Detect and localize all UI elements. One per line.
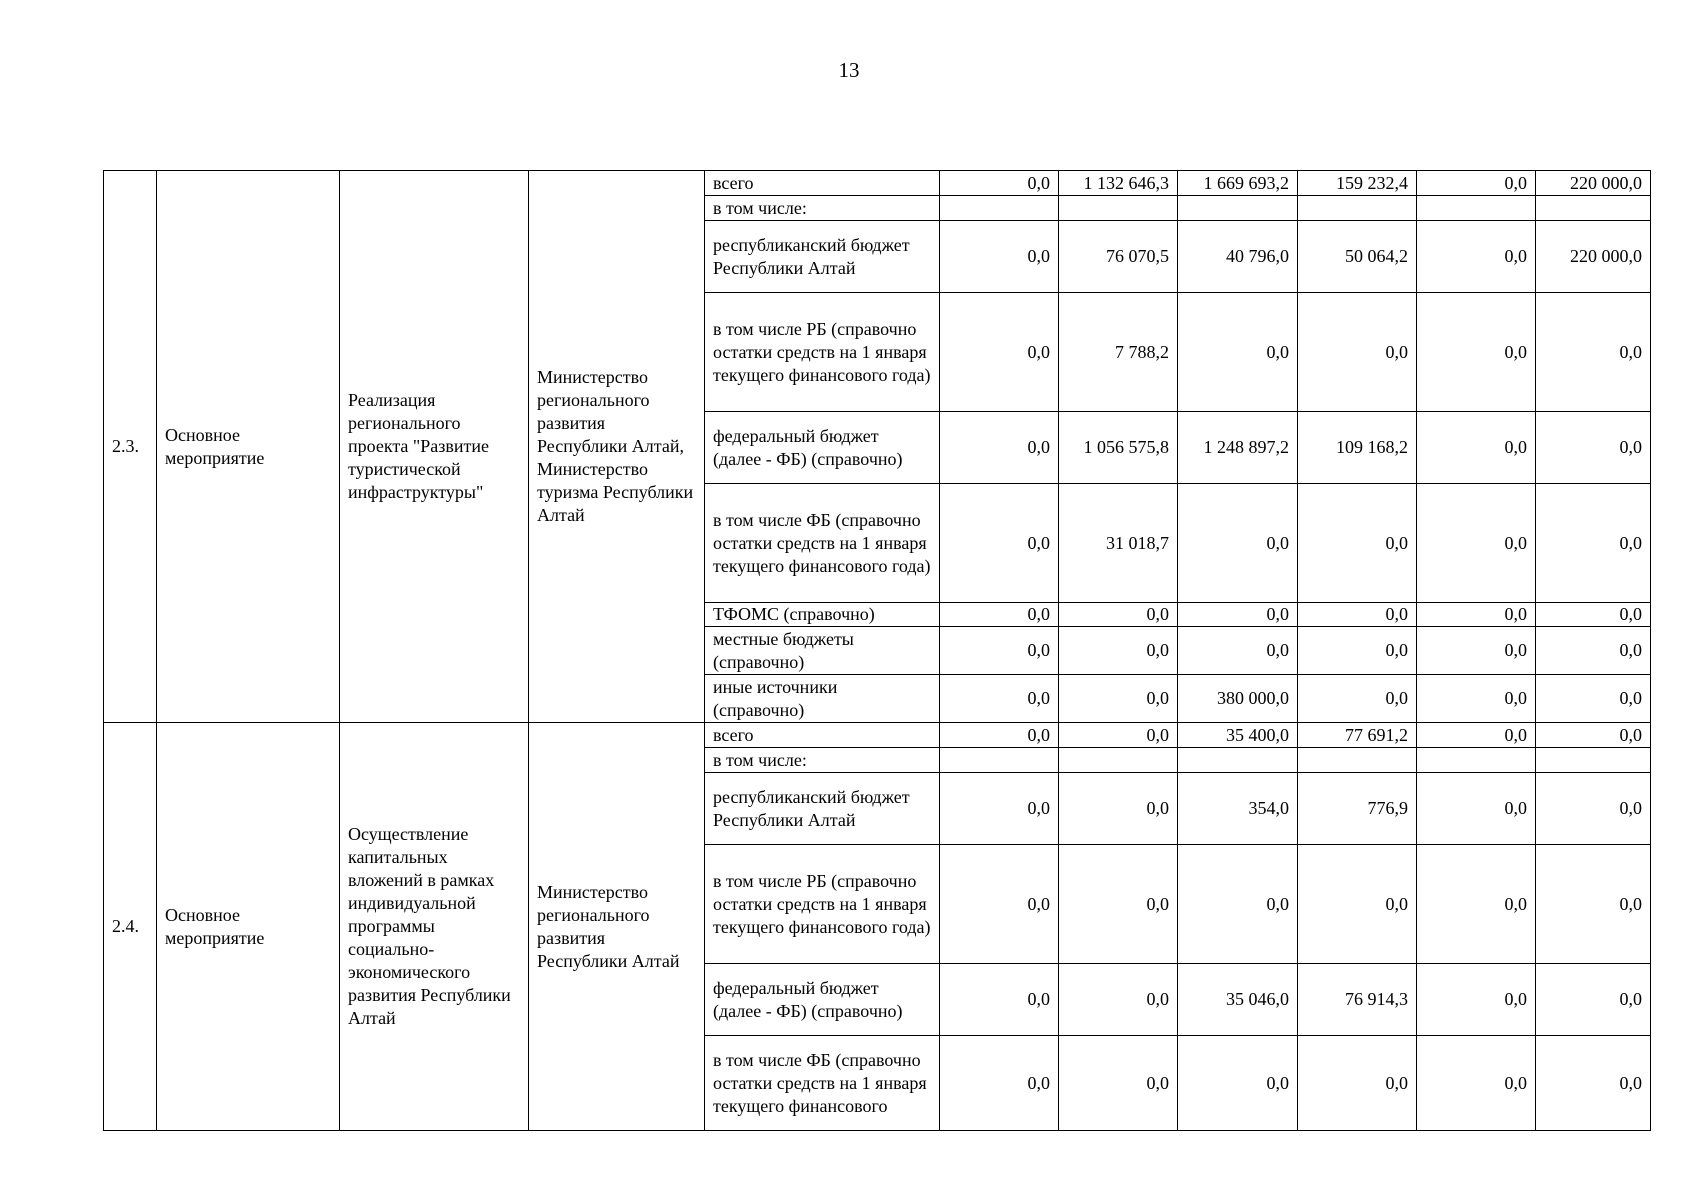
amount-cell: 109 168,2 [1298,412,1417,484]
amount-cell: 0,0 [1417,293,1536,412]
amount-cell: 0,0 [940,627,1059,675]
amount-cell: 1 669 693,2 [1178,171,1298,196]
funding-source: федеральный бюджет (далее - ФБ) (справочно) [705,412,940,484]
funding-source: в том числе РБ (справочно остатки средств на 1 января текущего финансового года) [705,845,940,964]
funding-source: федеральный бюджет (далее - ФБ) (справочно) [705,964,940,1036]
amount-cell: 0,0 [1178,603,1298,627]
amount-cell: 0,0 [1178,627,1298,675]
amount-cell [1536,196,1651,221]
funding-source: в том числе: [705,196,940,221]
amount-cell: 76 914,3 [1298,964,1417,1036]
table-row [104,171,1651,196]
amount-cell: 0,0 [940,293,1059,412]
amount-cell: 0,0 [1059,603,1178,627]
table-body [104,171,1651,1131]
amount-cell [1417,748,1536,773]
funding-source: в том числе: [705,748,940,773]
funding-source: республиканский бюджет Республики Алтай [705,221,940,293]
amount-cell [1178,196,1298,221]
page-number: 13 [838,58,860,82]
amount-cell: 76 070,5 [1059,221,1178,293]
item-number: 2.4. [104,723,157,1131]
amount-cell: 0,0 [1059,773,1178,845]
amount-cell: 0,0 [940,171,1059,196]
amount-cell: 0,0 [1298,603,1417,627]
amount-cell: 0,0 [1536,293,1651,412]
amount-cell: 0,0 [1298,675,1417,723]
amount-cell: 0,0 [1417,964,1536,1036]
amount-cell: 0,0 [1178,845,1298,964]
amount-cell [940,748,1059,773]
amount-cell: 0,0 [1298,293,1417,412]
item-executor: Министерство регионального развития Республики Алтай [529,723,705,1131]
amount-cell: 380 000,0 [1178,675,1298,723]
amount-cell: 0,0 [940,221,1059,293]
amount-cell: 0,0 [1178,293,1298,412]
amount-cell: 0,0 [1536,412,1651,484]
amount-cell: 0,0 [1536,723,1651,748]
amount-cell: 0,0 [1536,484,1651,603]
amount-cell [1417,196,1536,221]
funding-source: всего [705,723,940,748]
amount-cell: 0,0 [1536,1036,1651,1131]
amount-cell: 0,0 [1059,964,1178,1036]
amount-cell [1536,748,1651,773]
amount-cell: 0,0 [1417,603,1536,627]
table-row [104,723,1651,748]
item-executor: Министерство регионального развития Республики Алтай, Министерство туризма Республики Алтай [529,171,705,723]
amount-cell: 0,0 [1178,1036,1298,1131]
amount-cell: 0,0 [940,964,1059,1036]
amount-cell: 77 691,2 [1298,723,1417,748]
amount-cell: 0,0 [1298,627,1417,675]
amount-cell: 0,0 [1059,845,1178,964]
amount-cell: 35 046,0 [1178,964,1298,1036]
funding-source: иные источники (справочно) [705,675,940,723]
item-name: Осуществление капитальных вложений в рамках индивидуальной программы социально-экономического развития Республики Алтай [340,723,529,1131]
item-name: Реализация регионального проекта "Развитие туристической инфраструктуры" [340,171,529,723]
funding-source: в том числе РБ (справочно остатки средств на 1 января текущего финансового года) [705,293,940,412]
amount-cell: 40 796,0 [1178,221,1298,293]
amount-cell: 7 788,2 [1059,293,1178,412]
funding-source: в том числе ФБ (справочно остатки средств на 1 января текущего финансового года) [705,484,940,603]
amount-cell: 0,0 [1417,412,1536,484]
amount-cell: 159 232,4 [1298,171,1417,196]
amount-cell: 0,0 [1059,627,1178,675]
amount-cell: 0,0 [940,412,1059,484]
item-type: Основное мероприятие [157,171,340,723]
amount-cell: 31 018,7 [1059,484,1178,603]
amount-cell: 0,0 [940,845,1059,964]
amount-cell: 0,0 [1298,484,1417,603]
amount-cell: 0,0 [1059,723,1178,748]
amount-cell: 35 400,0 [1178,723,1298,748]
amount-cell: 0,0 [1536,603,1651,627]
amount-cell [1298,748,1417,773]
amount-cell: 50 064,2 [1298,221,1417,293]
amount-cell: 1 056 575,8 [1059,412,1178,484]
amount-cell: 0,0 [1536,675,1651,723]
amount-cell [1059,196,1178,221]
amount-cell: 0,0 [1417,845,1536,964]
amount-cell [940,196,1059,221]
amount-cell: 220 000,0 [1536,171,1651,196]
funding-source: в том числе ФБ (справочно остатки средств на 1 января текущего финансового [705,1036,940,1131]
amount-cell: 1 132 646,3 [1059,171,1178,196]
amount-cell: 0,0 [1298,845,1417,964]
amount-cell: 0,0 [1059,675,1178,723]
amount-cell [1178,748,1298,773]
amount-cell: 0,0 [940,773,1059,845]
amount-cell: 776,9 [1298,773,1417,845]
amount-cell: 0,0 [940,603,1059,627]
financing-table [103,170,1651,1131]
amount-cell: 0,0 [1417,723,1536,748]
funding-source: местные бюджеты (справочно) [705,627,940,675]
amount-cell: 0,0 [1417,484,1536,603]
amount-cell: 0,0 [940,484,1059,603]
amount-cell: 0,0 [940,675,1059,723]
amount-cell: 0,0 [1536,964,1651,1036]
amount-cell: 0,0 [1417,675,1536,723]
amount-cell: 0,0 [1417,171,1536,196]
amount-cell: 0,0 [1417,627,1536,675]
funding-source: ТФОМС (справочно) [705,603,940,627]
amount-cell: 354,0 [1178,773,1298,845]
amount-cell: 0,0 [1417,1036,1536,1131]
funding-source: всего [705,171,940,196]
amount-cell: 0,0 [940,723,1059,748]
amount-cell: 220 000,0 [1536,221,1651,293]
item-number: 2.3. [104,171,157,723]
amount-cell [1059,748,1178,773]
amount-cell: 0,0 [1059,1036,1178,1131]
amount-cell: 0,0 [1536,627,1651,675]
amount-cell: 0,0 [1178,484,1298,603]
amount-cell: 0,0 [1417,773,1536,845]
amount-cell: 0,0 [1298,1036,1417,1131]
item-type: Основное мероприятие [157,723,340,1131]
funding-source: республиканский бюджет Республики Алтай [705,773,940,845]
amount-cell: 0,0 [940,1036,1059,1131]
amount-cell: 0,0 [1536,845,1651,964]
amount-cell: 0,0 [1536,773,1651,845]
amount-cell: 1 248 897,2 [1178,412,1298,484]
amount-cell [1298,196,1417,221]
amount-cell: 0,0 [1417,221,1536,293]
